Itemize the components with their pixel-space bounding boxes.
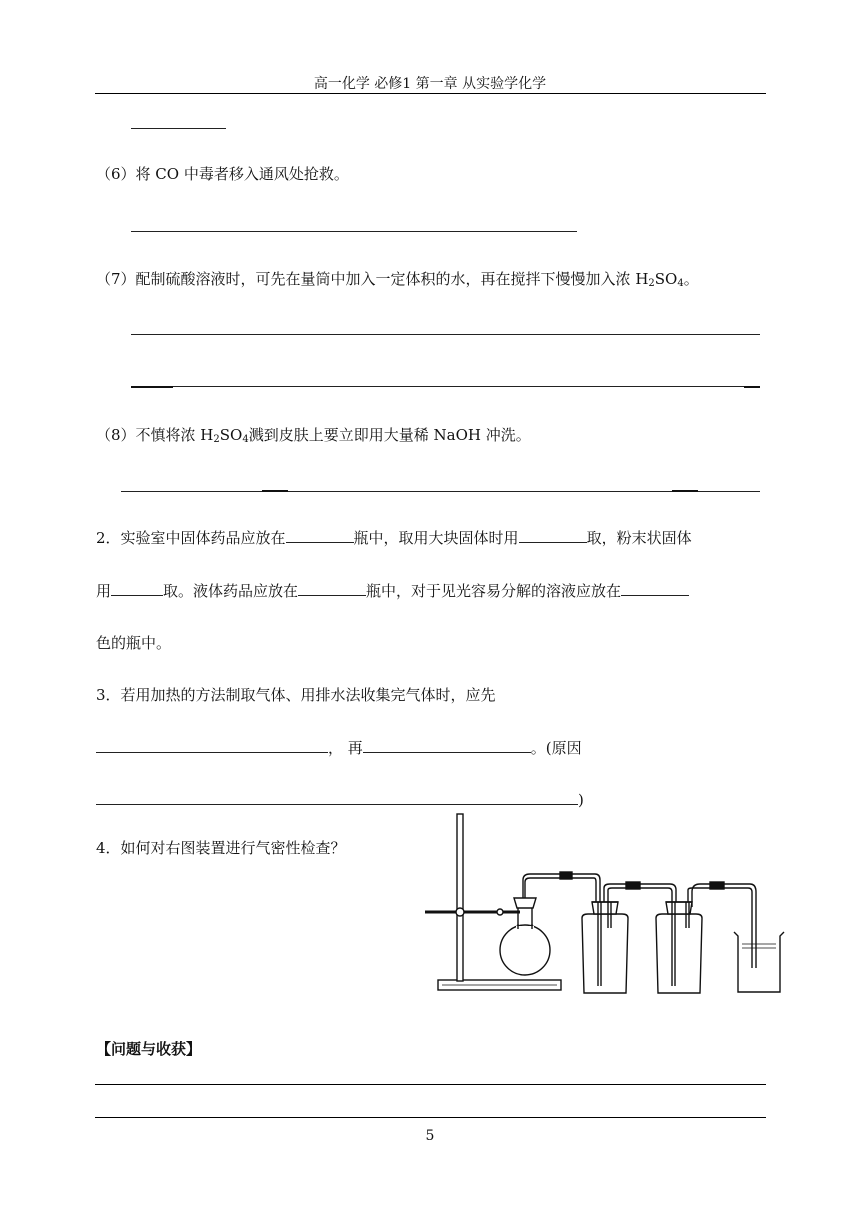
blank-4[interactable] [298,580,366,596]
item-8-end: 溅到皮肤上要立即用大量稀 NaOH 冲洗。 [248,426,531,444]
q2-text: 2．实验室中固体药品应放在 [96,529,286,547]
subscript: 4 [242,434,249,445]
item-7-text [96,268,699,289]
question-3-line-3 [96,789,584,809]
subscript: 2 [213,434,220,445]
footer-rule [95,1117,766,1118]
item-7-end: 。 [683,270,699,288]
blank-2[interactable] [519,527,587,543]
answer-line[interactable] [131,334,760,335]
gas-washing-bottle [582,902,628,993]
answer-line-bold-segment [672,490,698,492]
page-header: 高一化学 必修1 第一章 从实验学化学 [313,76,547,92]
q2-text: 取，粉末状固体 [586,529,692,547]
connecting-tubes [523,872,756,968]
q3-text: ， 再 [328,739,363,757]
question-4-text: 4．如何对右图装置进行气密性检查？ [96,839,346,857]
question-3-text: 3．若用加热的方法制取气体、用排水法收集完气体时，应先 [96,686,496,704]
subscript: 2 [648,278,655,289]
round-flask [500,880,550,975]
q3-text: ) [578,791,584,809]
answer-line[interactable] [131,386,760,387]
blank-3[interactable] [111,580,163,596]
question-3-line-2 [96,737,582,758]
formula-part: SO [654,270,678,288]
question-2-line-3: 色的瓶中。 [96,634,172,652]
item-6-text: （6）将 CO 中毒者移入通风处抢救。 [96,165,349,183]
answer-line[interactable] [121,491,760,492]
q2-text: 瓶中，对于见光容易分解的溶液应放在 [366,582,622,600]
q2-text: 取。液体药品应放在 [163,582,299,600]
gas-washing-bottle [656,902,702,993]
formula-part: SO [219,426,243,444]
page-number: 5 [425,1128,435,1144]
answer-line-bold-segment [131,386,173,388]
blank-reason[interactable] [96,789,578,805]
answer-line-bold-segment [262,490,288,492]
item-8-main: （8）不慎将浓 H [96,426,214,444]
apparatus-diagram [420,808,790,998]
blank-first-step[interactable] [96,737,328,753]
beaker [734,932,784,992]
question-2-line-2 [96,580,689,601]
answer-line-bold-segment [744,386,760,388]
item-7-main: （7）配制硫酸溶液时，可先在量筒中加入一定体积的水，再在搅拌下慢慢加入浓 H [96,270,649,288]
answer-line[interactable] [131,128,226,129]
question-2-line-1 [96,527,692,548]
blank-then-step[interactable] [363,737,531,753]
answer-line[interactable] [131,231,577,232]
blank-1[interactable] [286,527,354,543]
blank-5[interactable] [621,580,689,596]
q2-text: 瓶中，取用大块固体时用 [353,529,519,547]
header-rule [95,93,766,94]
q3-text: 。(原因 [530,739,582,757]
item-8-text [96,424,531,445]
answer-rule[interactable] [95,1084,766,1085]
section-title: 【问题与收获】 [96,1040,202,1058]
subscript: 4 [677,278,684,289]
q2-text: 用 [96,582,112,600]
